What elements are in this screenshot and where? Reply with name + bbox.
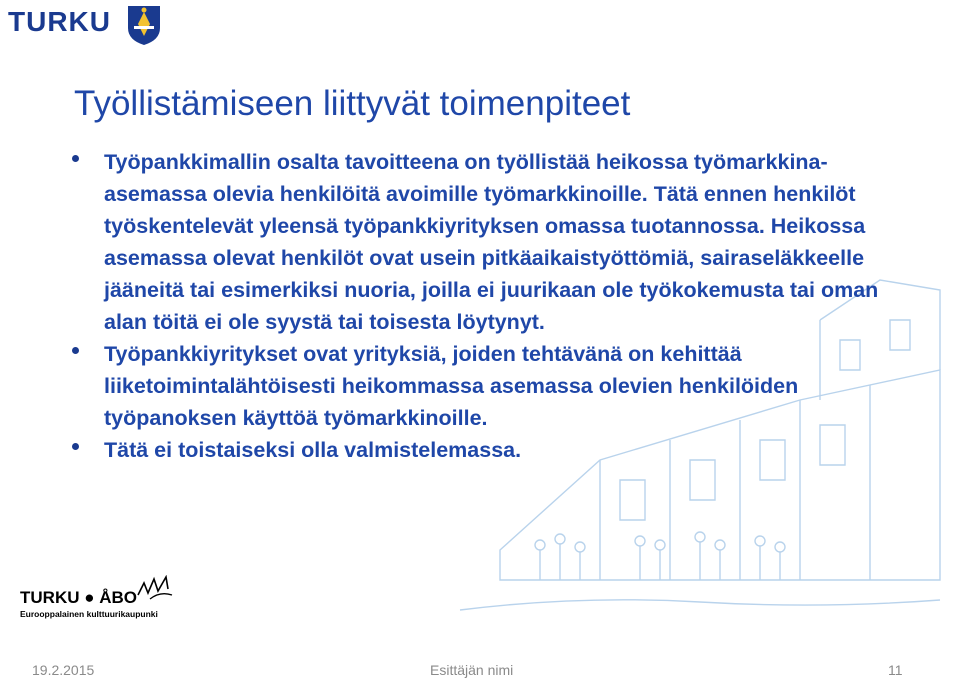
brand-text: TURKU [8,6,111,37]
bottom-logo-subtitle: Eurooppalainen kulttuurikaupunki [20,609,158,619]
bullet-list [72,146,892,466]
culture-capital-logo-icon [20,575,190,625]
bullet-text: Tätä ei toistaiseksi olla valmistelemassa. [104,438,522,462]
bullet-dot-icon [72,443,79,450]
bullet-dot-icon [72,347,79,354]
bullet-item [72,338,892,434]
footer-page-number: 11 [888,662,903,678]
turku-coat-of-arms-icon [126,4,162,46]
bullet-text: Työpankkiyritykset ovat yrityksiä, joiden tehtävänä on kehittää liiketoimintalähtöisesti heikommassa asemassa olevien henkilöiden työpanoksen käyttöä työmarkkinoille. [104,342,799,430]
bullet-item [72,434,892,466]
footer-date: 19.2.2015 [32,662,95,678]
bullet-dot-icon [72,155,79,162]
slide-title: Työllistämiseen liittyvät toimenpiteet [74,84,631,123]
bottom-logo-text: TURKU ● ÅBO [20,588,137,607]
bullet-item [72,146,892,338]
bullet-text: Työpankkimallin osalta tavoitteena on työllistää heikossa työmarkkina-asemassa olevia henkilöitä avoimille työmarkkinoille. Tätä ennen henkilöt työskentelevät yleensä työpankkiyrityksen omassa tuotannossa. Heikossa asemassa olevat henkilöt ovat usein pitkäaikaistyöttömiä, sairaseläkkeelle jääneitä tai esimerkiksi nuoria, joilla ei juurikaan ole työkokemusta tai oman alan töitä ei ole syystä tai toisesta löytynyt. [104,150,879,334]
footer-presenter: Esittäjän nimi [430,662,514,678]
